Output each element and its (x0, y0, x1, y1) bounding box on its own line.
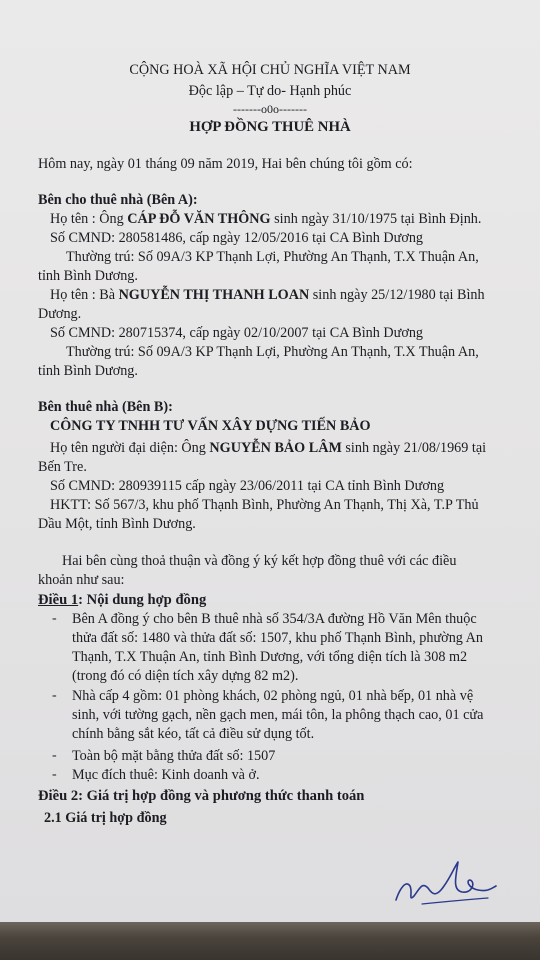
motto: Độc lập – Tự do- Hạnh phúc (188, 83, 352, 99)
party-a-person1-address: Thường trú: Số 09A/3 KP Thạnh Lợi, Phường An Thạnh, T.X Thuận An, (66, 249, 479, 265)
agreement-line1: Hai bên cùng thoả thuận và đồng ý ký kết hợp đồng thuê với các điều (62, 553, 457, 569)
article1-item1-line2: thửa đất số: 1480 và thửa đất số: 1507, khu phố Thạnh Bình, phường An (72, 630, 483, 646)
party-b-heading: Bên thuê nhà (Bên B): (38, 399, 173, 415)
article1-item2-line1: Nhà cấp 4 gồm: 01 phòng khách, 02 phòng ngủ, 01 nhà bếp, 01 nhà vệ (72, 688, 474, 704)
party-a-person1-line1: Họ tên : Ông CÁP ĐỖ VĂN THÔNG sinh ngày 31/10/1975 tại Bình Định. (50, 211, 482, 227)
party-b-rep-address: HKTT: Số 567/3, khu phố Thạnh Bình, Phường An Thạnh, Thị Xà, T.P Thủ (50, 497, 479, 513)
party-a-person1-name: CÁP ĐỖ VĂN THÔNG (127, 211, 271, 227)
article1-item4: Mục đích thuê: Kinh doanh và ở. (72, 767, 260, 783)
party-b-rep-birthplace: Bến Tre. (38, 459, 87, 475)
agreement-line2: khoản như sau: (38, 572, 125, 588)
party-a-person2-address-cont: tỉnh Bình Dương. (38, 363, 138, 379)
article2-heading: Điều 2: Giá trị hợp đồng và phương thức thanh toán (38, 788, 365, 804)
article2-subheading: 2.1 Giá trị hợp đồng (44, 810, 167, 826)
party-b-rep-line1: Họ tên người đại diện: Ông NGUYỄN BẢO LÂM sinh ngày 21/08/1969 tại (50, 440, 487, 456)
party-b-company: CÔNG TY TNHH TƯ VẤN XÂY DỰNG TIẾN BẢO (50, 418, 371, 434)
table-surface (0, 922, 540, 960)
party-a-person2-id: Số CMND: 280715374, cấp ngày 02/10/2007 tại CA Bình Dương (50, 325, 424, 341)
party-b-rep-name: NGUYỄN BẢO LÂM (209, 440, 342, 456)
party-a-heading: Bên cho thuê nhà (Bên A): (38, 192, 198, 208)
party-b-rep-address-cont: Dầu Một, tỉnh Bình Dương. (38, 516, 196, 532)
bullet-marker: - (52, 688, 57, 703)
country-heading: CỘNG HOÀ XÃ HỘI CHỦ NGHĨA VIỆT NAM (129, 62, 411, 78)
article1-item1-line3: Thạnh, T.X Thuận An, tỉnh Bình Dương, với tổng diện tích là 308 m2 (72, 649, 468, 665)
intro-text: Hôm nay, ngày 01 tháng 09 năm 2019, Hai bên chúng tôi gồm có: (38, 156, 413, 172)
article1-heading: Điều 1: Nội dung hợp đồng (38, 592, 207, 608)
article1-label: Điều 1 (38, 592, 79, 608)
party-a-person2-address: Thường trú: Số 09A/3 KP Thạnh Lợi, Phường An Thạnh, T.X Thuận An, (66, 344, 479, 360)
bullet-marker: - (52, 611, 57, 626)
party-a-person2-name: NGUYỄN THỊ THANH LOAN (118, 287, 310, 303)
party-a-person2-line2: Dương. (38, 306, 82, 322)
article1-item1-line1: Bên A đồng ý cho bên B thuê nhà số 354/3A đường Hồ Văn Mên thuộc (72, 611, 477, 627)
document-title: HỢP ĐỒNG THUÊ NHÀ (189, 119, 351, 135)
article1-item3: Toàn bộ mặt bằng thửa đất số: 1507 (72, 748, 276, 764)
article1-item2-line2: sinh, với tường gạch, nền gạch men, mái tôn, la phông thạch cao, 01 cửa (72, 707, 484, 723)
bullet-marker: - (52, 748, 57, 763)
party-a-person1-id: Số CMND: 280581486, cấp ngày 12/05/2016 tại CA Bình Dương (50, 230, 424, 246)
article1-item1-line4: (trong đó có diện tích xây dựng 82 m2). (72, 668, 299, 684)
article1-item2-line3: chính bằng sắt kéo, tất cả điều sử dụng tốt. (72, 726, 315, 742)
party-a-person1-address-cont: tỉnh Bình Dương. (38, 268, 138, 284)
divider: -------o0o------- (233, 102, 307, 116)
bullet-marker: - (52, 767, 57, 782)
party-b-rep-id: Số CMND: 280939115 cấp ngày 23/06/2011 tại CA tỉnh Bình Dương (50, 478, 445, 494)
party-a-person2-line1: Họ tên : Bà NGUYỄN THỊ THANH LOAN sinh ngày 25/12/1980 tại Bình (50, 287, 485, 303)
signature (392, 858, 502, 918)
